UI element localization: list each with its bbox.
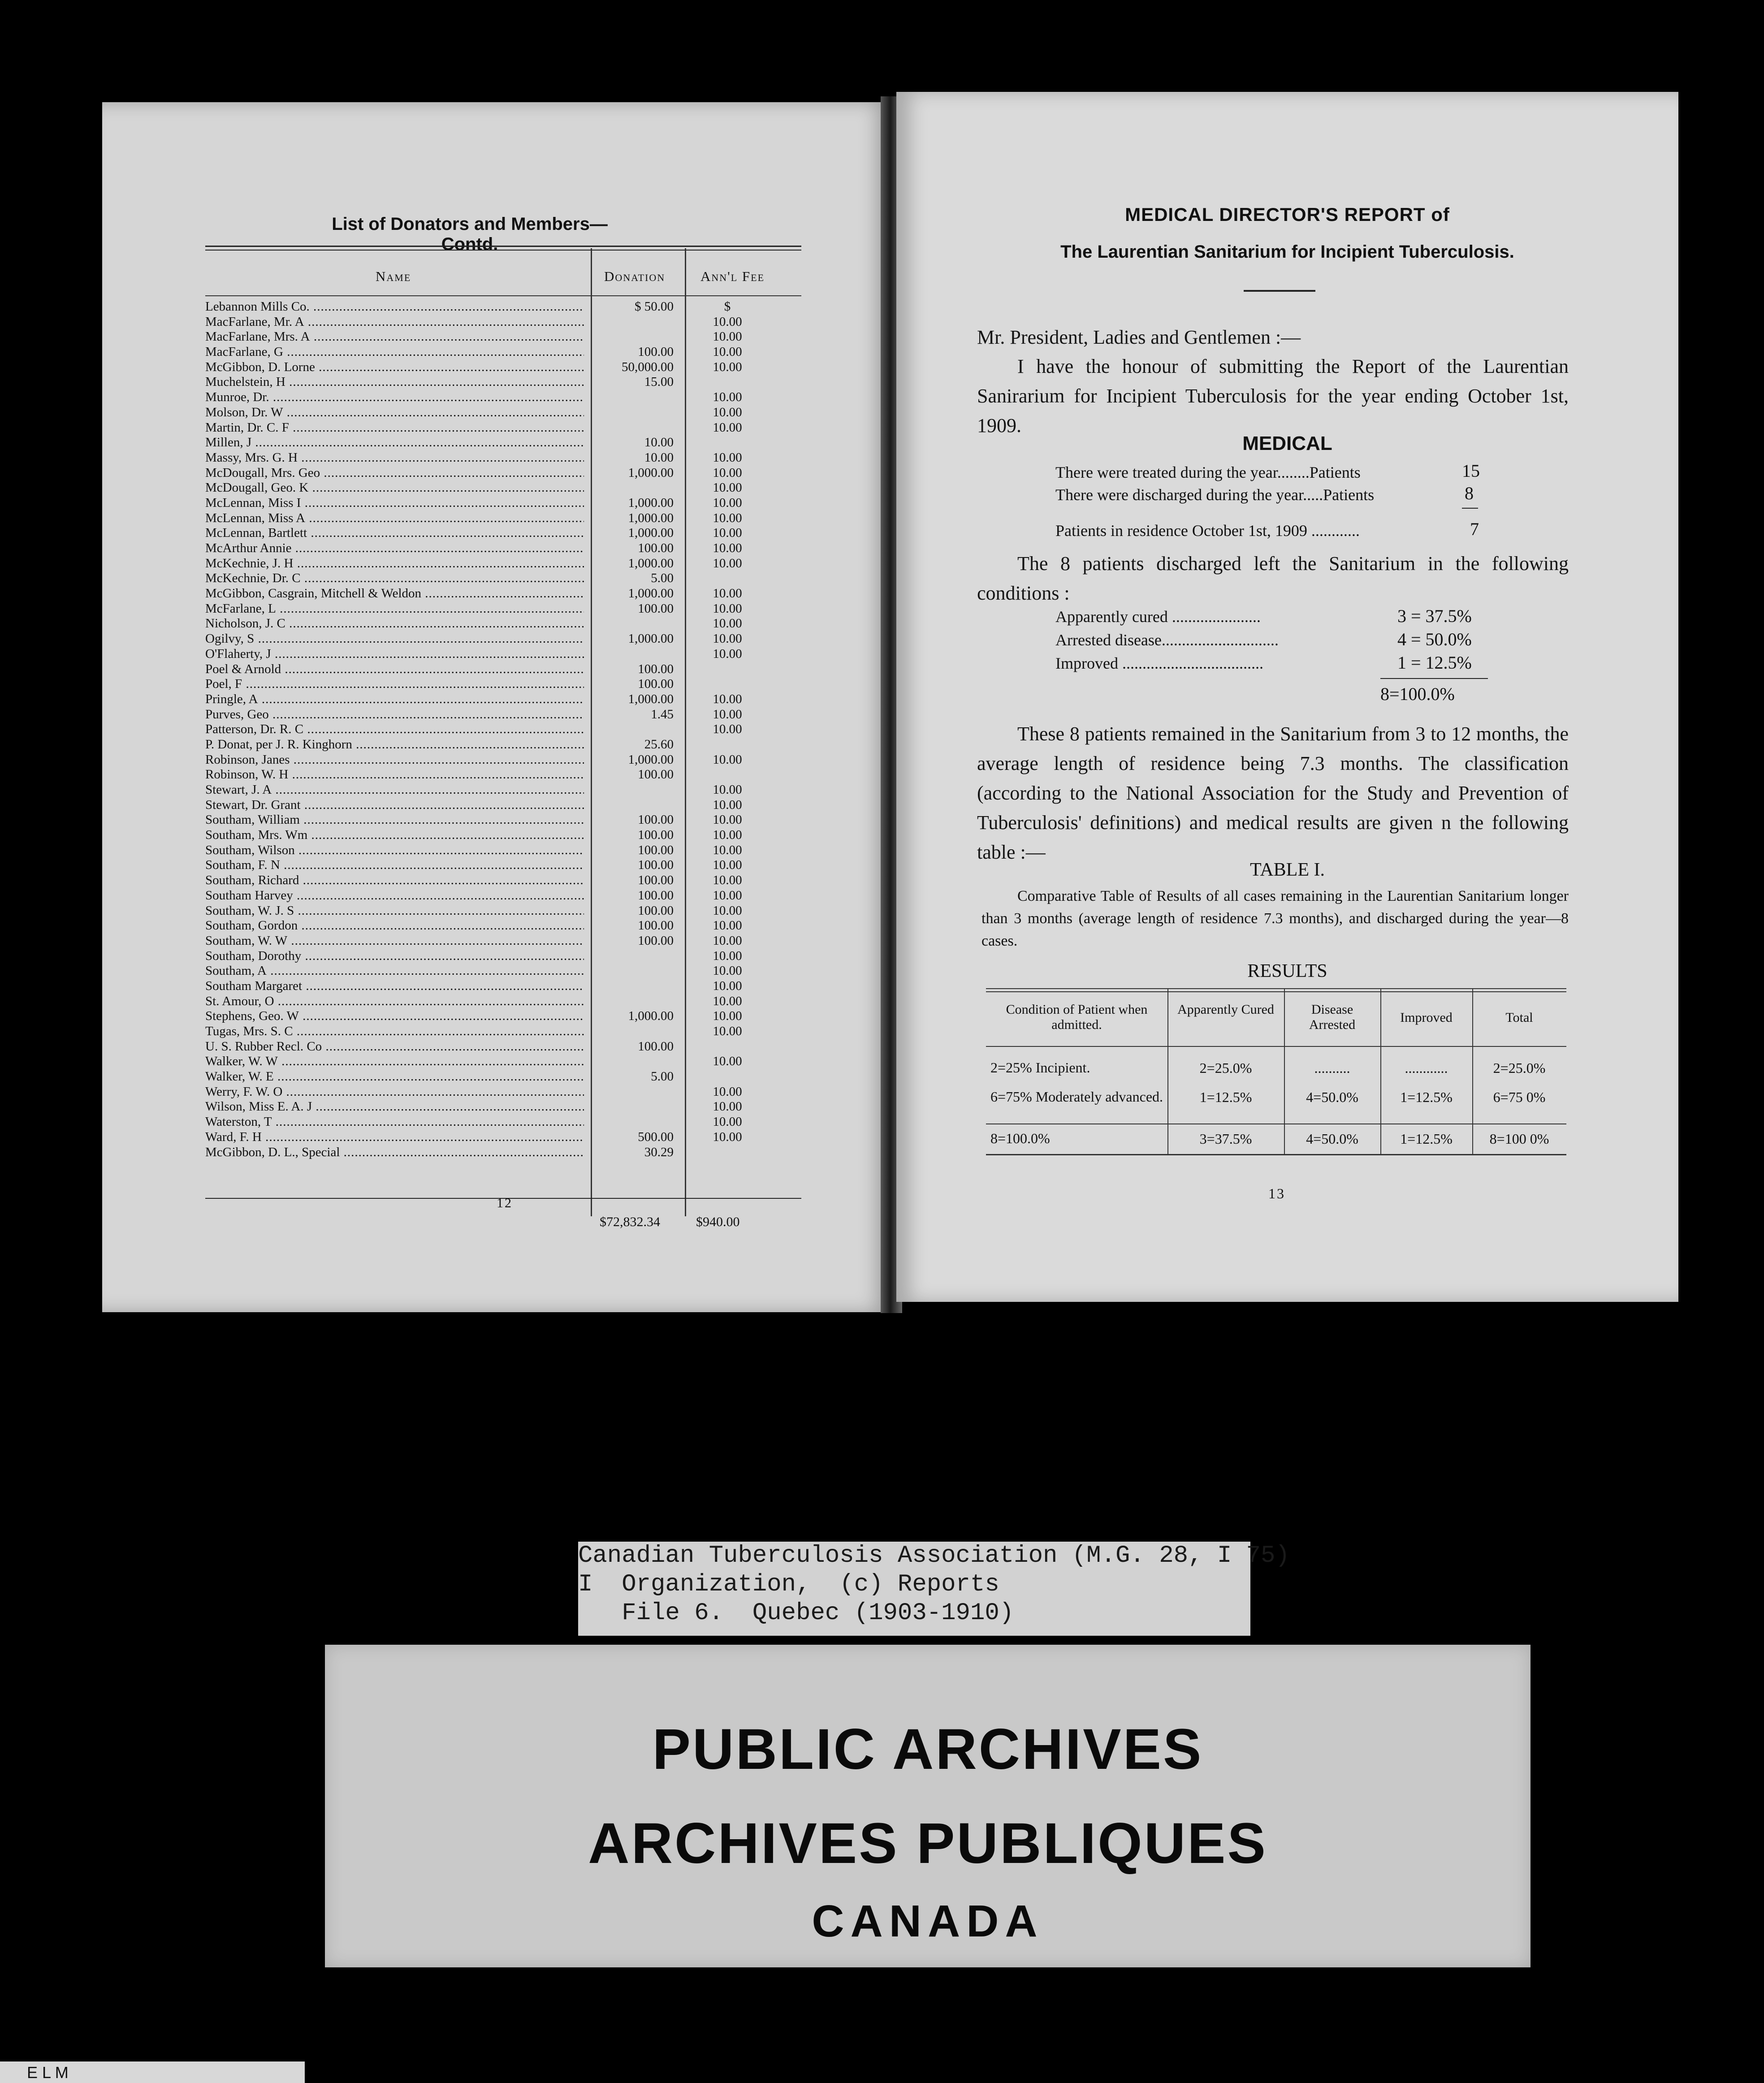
- annual-fee: 10.00: [713, 420, 742, 435]
- results-cell: 2=25% Incipient.: [990, 1059, 1090, 1076]
- donor-name: McGibbon, D. L., Special .....: [205, 1145, 584, 1160]
- table-row: [205, 903, 801, 919]
- donation-column-header: Donation: [604, 268, 666, 284]
- donor-name: Southam, William .....: [205, 812, 584, 828]
- condition-label: Arrested disease.............................: [1055, 631, 1279, 649]
- donation-amount: 100.00: [638, 812, 674, 827]
- results-column-header: Total: [1505, 1010, 1533, 1025]
- annual-fee: 10.00: [713, 888, 742, 903]
- donation-amount: 10.00: [644, 450, 674, 465]
- table-row: [205, 375, 801, 390]
- table-row: [205, 707, 801, 722]
- donor-name: P. Donat, per J. R. Kinghorn .....: [205, 737, 584, 752]
- donor-name: McGibbon, Casgrain, Mitchell & Weldon .....: [205, 586, 584, 601]
- results-column-header: Improved: [1400, 1010, 1453, 1025]
- donation-amount: 5.00: [651, 1069, 674, 1084]
- donation-amount: 30.29: [644, 1145, 674, 1159]
- table-row: [205, 631, 801, 647]
- annual-fee: 10.00: [713, 631, 742, 646]
- donor-name: Purves, Geo .....: [205, 707, 584, 722]
- table-row: [205, 1115, 801, 1130]
- results-cell: 8=100.0%: [990, 1130, 1050, 1146]
- donation-amount: 100.00: [638, 1039, 674, 1054]
- donor-name: McKechnie, J. H .....: [205, 556, 584, 571]
- table-row: [205, 662, 801, 677]
- treated-label: There were treated during the year........Patients: [1055, 463, 1361, 481]
- donation-amount: 1,000.00: [628, 586, 674, 601]
- table-row: [205, 949, 801, 964]
- table-row: [205, 692, 801, 707]
- donation-amount: 100.00: [638, 541, 674, 555]
- annual-fee: 10.00: [713, 1084, 742, 1099]
- annual-fee: 10.00: [713, 812, 742, 827]
- table-row: [205, 994, 801, 1009]
- results-heading: RESULTS: [1247, 961, 1327, 981]
- results-cell: 1=12.5%: [1400, 1089, 1453, 1105]
- discharged-label: There were discharged during the year.....Patients: [1055, 486, 1375, 504]
- annual-fee: 10.00: [713, 314, 742, 329]
- table-row: [205, 601, 801, 617]
- table-row: [205, 345, 801, 360]
- donation-amount: $ 50.00: [635, 299, 674, 314]
- residence-value: 7: [1470, 519, 1479, 539]
- results-cell: 6=75% Moderately advanced.: [990, 1089, 1163, 1105]
- annual-fee: 10.00: [713, 782, 742, 797]
- annual-fee: 10.00: [713, 828, 742, 843]
- table-row: [205, 450, 801, 466]
- table-row: [205, 329, 801, 345]
- annual-fee: 10.00: [713, 707, 742, 722]
- donor-name: Robinson, Janes .....: [205, 752, 584, 768]
- table-row: [205, 1145, 801, 1160]
- results-table-header: [986, 992, 1566, 1047]
- donation-amount: 100.00: [638, 677, 674, 691]
- right-page: [896, 92, 1678, 1302]
- donators-list-title: List of Donators and Members—Contd.: [332, 214, 608, 254]
- table-row: [205, 1024, 801, 1039]
- donor-name: MacFarlane, Mrs. A .....: [205, 329, 584, 345]
- treated-value: 15: [1462, 461, 1480, 481]
- table-row: [205, 541, 801, 556]
- donor-name: Pringle, A .....: [205, 692, 584, 707]
- results-cell: 2=25.0%: [1493, 1060, 1546, 1076]
- table-row: [205, 571, 801, 586]
- donation-amount: 1,000.00: [628, 495, 674, 510]
- table-row: [205, 1009, 801, 1024]
- card-line1: PUBLIC ARCHIVES: [652, 1717, 1203, 1781]
- report-heading: MEDICAL DIRECTOR'S REPORT of: [1125, 204, 1450, 225]
- donation-amount: 100.00: [638, 601, 674, 616]
- archive-label-line2: I Organization, (c) Reports: [578, 1571, 999, 1598]
- donation-amount: 100.00: [638, 933, 674, 948]
- table-row: [205, 496, 801, 511]
- annual-fee: 10.00: [713, 1115, 742, 1129]
- table-row: [205, 843, 801, 858]
- annual-fee: 10.00: [713, 586, 742, 601]
- donation-amount: 25.60: [644, 737, 674, 752]
- results-cell: 6=75 0%: [1493, 1089, 1546, 1105]
- donation-amount: 100.00: [638, 903, 674, 918]
- table-row: [205, 466, 801, 481]
- donation-amount: 1,000.00: [628, 556, 674, 570]
- annual-fee: 10.00: [713, 752, 742, 767]
- table-row: [205, 1099, 801, 1115]
- donor-name: Robinson, W. H .....: [205, 767, 584, 782]
- archive-label: [578, 1542, 1290, 1636]
- annual-fee: 10.00: [713, 1009, 742, 1024]
- donation-amount: 1.45: [651, 707, 674, 722]
- table-row: [205, 677, 801, 692]
- annual-fee: 10.00: [713, 495, 742, 510]
- residence-paragraph: These 8 patients remained in the Sanitarium from 3 to 12 months, the average length of residence being 7.3 months. The classification (according to the National Association for the Study and Prevention of Tuberculosis' definitions) and medical results are given n the following table :—: [977, 723, 1569, 863]
- name-column-header: Name: [376, 268, 411, 284]
- donor-name: Millen, J .....: [205, 435, 584, 450]
- table-row: [205, 798, 801, 813]
- donor-name: Martin, Dr. C. F .....: [205, 420, 584, 436]
- medical-heading: MEDICAL: [1242, 432, 1332, 454]
- annual-fee: 10.00: [713, 903, 742, 918]
- donation-amount: 1,000.00: [628, 691, 674, 706]
- table-row: [205, 1054, 801, 1069]
- table-row: [205, 405, 801, 420]
- annual-fee: 10.00: [713, 1129, 742, 1144]
- table-row: [205, 933, 801, 949]
- table-row: [205, 390, 801, 405]
- donation-amount: 10.00: [644, 435, 674, 450]
- donor-name: Southam, W. W .....: [205, 933, 584, 949]
- table-row: [205, 722, 801, 737]
- annual-fee: $: [724, 299, 731, 314]
- annual-fee: 10.00: [713, 691, 742, 706]
- annual-fee: 10.00: [713, 541, 742, 555]
- residence-line: [1055, 521, 1360, 540]
- donor-name: Southam Margaret .....: [205, 979, 584, 994]
- table-row: [205, 586, 801, 601]
- annual-fee: 10.00: [713, 390, 742, 405]
- report-subheading: The Laurentian Sanitarium for Incipient Tuberculosis.: [1060, 242, 1514, 262]
- donor-name: McLennan, Miss A .....: [205, 511, 584, 526]
- annual-fee: 10.00: [713, 858, 742, 873]
- donor-name: Massy, Mrs. G. H .....: [205, 450, 584, 466]
- table-row: [205, 979, 801, 994]
- bottom-strip-text: E L M: [27, 2063, 69, 2082]
- donation-amount: 100.00: [638, 888, 674, 903]
- table-row: [205, 828, 801, 843]
- donor-name: St. Amour, O .....: [205, 994, 584, 1009]
- table-row: [205, 918, 801, 933]
- donor-name: Wilson, Miss E. A. J .....: [205, 1099, 584, 1115]
- donor-name: Southam, Dorothy .....: [205, 949, 584, 964]
- annual-fee: 10.00: [713, 873, 742, 888]
- donation-amount: 1,000.00: [628, 631, 674, 646]
- table-row: [205, 782, 801, 798]
- table-row: [205, 737, 801, 752]
- donor-name: Southam Harvey .....: [205, 888, 584, 903]
- conditions-rule: [1380, 678, 1488, 679]
- donor-name: Patterson, Dr. R. C .....: [205, 722, 584, 737]
- intro-paragraph: I have the honour of submitting the Report of the Laurentian Sanirarium for Incipient Tuberculosis for the year ending October 1st, 1909.: [977, 355, 1569, 436]
- donor-name: Southam, A .....: [205, 964, 584, 979]
- archive-label-line1: Canadian Tuberculosis Association (M.G. 28, I 75): [578, 1542, 1290, 1569]
- donor-name: U. S. Rubber Recl. Co .....: [205, 1039, 584, 1054]
- annual-fee: 10.00: [713, 964, 742, 978]
- discharged-value: 8: [1465, 483, 1474, 503]
- results-bottom-rule: [986, 1154, 1566, 1155]
- annual-fee: 10.00: [713, 994, 742, 1008]
- annual-fee: 10.00: [713, 797, 742, 812]
- donation-amount: 1,000.00: [628, 752, 674, 767]
- results-column-header: Disease Arrested: [1309, 1002, 1356, 1032]
- table-row: [205, 647, 801, 662]
- condition-value: 1 = 12.5%: [1397, 653, 1472, 673]
- annual-fee: 10.00: [713, 345, 742, 359]
- table-row: [205, 556, 801, 571]
- donor-name: Walker, W. E .....: [205, 1069, 584, 1085]
- table-row: [205, 360, 801, 375]
- results-cell: ............: [1405, 1060, 1448, 1076]
- donation-amount: 1,000.00: [628, 465, 674, 480]
- donation-amount: 100.00: [638, 767, 674, 782]
- donor-name: Lebannon Mills Co. .....: [205, 299, 584, 315]
- annual-fee: 10.00: [713, 465, 742, 480]
- donor-name: Muchelstein, H .....: [205, 375, 584, 390]
- results-cell: 3=37.5%: [1199, 1131, 1252, 1147]
- annual-fee: 10.00: [713, 510, 742, 525]
- donor-name: O'Flaherty, J .....: [205, 647, 584, 662]
- heading-separator: [1244, 290, 1315, 292]
- annual-fee: 10.00: [713, 616, 742, 631]
- archive-label-line3: File 6. Quebec (1903-1910): [578, 1599, 1014, 1627]
- salutation: Mr. President, Ladies and Gentlemen :—: [977, 326, 1301, 348]
- annual-fee: 10.00: [713, 480, 742, 495]
- donor-name: Poel, F .....: [205, 677, 584, 692]
- donor-name: McGibbon, D. Lorne .....: [205, 360, 584, 375]
- table-row: [205, 888, 801, 903]
- donation-amount: 5.00: [651, 571, 674, 586]
- donor-name: Nicholson, J. C .....: [205, 616, 584, 631]
- results-cell: 1=12.5%: [1199, 1089, 1252, 1105]
- annual-fee: 10.00: [713, 646, 742, 661]
- results-cell: ..........: [1314, 1060, 1350, 1076]
- donor-name: McFarlane, L .....: [205, 601, 584, 617]
- page-number: 13: [1268, 1185, 1285, 1201]
- donation-amount: 100.00: [638, 345, 674, 359]
- results-table-top-rule: [986, 988, 1566, 992]
- table-title: TABLE I.: [1250, 860, 1325, 880]
- donation-amount: 50,000.00: [622, 359, 674, 374]
- annual-fee: 10.00: [713, 359, 742, 374]
- annual-fee: 10.00: [713, 405, 742, 419]
- table-row: [205, 435, 801, 450]
- donor-name: Southam, W. J. S .....: [205, 903, 584, 919]
- total-donation: $72,832.34: [600, 1214, 660, 1229]
- annual-fee: 10.00: [713, 1024, 742, 1038]
- table-row: [205, 752, 801, 768]
- bottom-strip: [0, 2061, 305, 2083]
- annual-fee: 10.00: [713, 933, 742, 948]
- annual-fee: 10.00: [713, 918, 742, 933]
- card-line3: CANADA: [812, 1896, 1044, 1946]
- donor-rows: [205, 299, 801, 1160]
- condition-value: 3 = 37.5%: [1397, 606, 1472, 626]
- table-header: [205, 251, 801, 296]
- conditions-total: 8=100.0%: [1380, 684, 1455, 704]
- annual-fee: 10.00: [713, 556, 742, 570]
- donor-name: Southam, Gordon .....: [205, 918, 584, 933]
- table-row: [205, 299, 801, 315]
- results-cell: 8=100 0%: [1489, 1131, 1549, 1147]
- table-row: [205, 511, 801, 526]
- donor-name: MacFarlane, Mr. A .....: [205, 315, 584, 330]
- results-table: [986, 988, 1566, 1147]
- annual-fee: 10.00: [713, 601, 742, 616]
- table-row: [205, 315, 801, 330]
- condition-label: Improved ...................................: [1055, 654, 1263, 672]
- annual-fee: 10.00: [713, 526, 742, 540]
- results-cell: 4=50.0%: [1306, 1131, 1358, 1147]
- donation-amount: 100.00: [638, 918, 674, 933]
- annual-fee: 10.00: [713, 978, 742, 993]
- donation-amount: 100.00: [638, 843, 674, 857]
- residence-label: Patients in residence October 1st, 1909 ............: [1055, 522, 1360, 540]
- donor-name: McLennan, Bartlett .....: [205, 526, 584, 541]
- donor-name: Southam, F. N .....: [205, 858, 584, 873]
- donation-amount: 100.00: [638, 858, 674, 873]
- annual-fee: 10.00: [713, 722, 742, 737]
- donation-amount: 100.00: [638, 661, 674, 676]
- table-row: [205, 1039, 801, 1054]
- donor-name: Ogilvy, S .....: [205, 631, 584, 647]
- left-page: [102, 102, 890, 1312]
- table-caption: Comparative Table of Results of all cases remaining in the Laurentian Sanitarium longer than 3 months (average length of residence 7.3 months), and discharged during the year—8 cases.: [981, 888, 1569, 949]
- donor-name: MacFarlane, G .....: [205, 345, 584, 360]
- annual-fee: 10.00: [713, 843, 742, 857]
- page-number: 12: [497, 1196, 513, 1210]
- annual-fee: 10.00: [713, 1054, 742, 1069]
- total-fee: $940.00: [696, 1214, 740, 1229]
- table-row: [205, 480, 801, 496]
- donor-name: McDougall, Geo. K .....: [205, 480, 584, 496]
- table-row: [205, 812, 801, 828]
- donor-name: Tugas, Mrs. S. C .....: [205, 1024, 584, 1039]
- donor-name: Werry, F. W. O .....: [205, 1085, 584, 1100]
- donor-name: Southam, Wilson .....: [205, 843, 584, 858]
- donor-name: McLennan, Miss I .....: [205, 496, 584, 511]
- table-top-rule: [205, 246, 801, 251]
- donor-name: Walker, W. W .....: [205, 1054, 584, 1069]
- table-row: [205, 767, 801, 782]
- annual-fee: 10.00: [713, 450, 742, 465]
- fee-column-header: Ann'l Fee: [700, 268, 765, 284]
- donation-amount: 100.00: [638, 828, 674, 843]
- donation-amount: 1,000.00: [628, 1009, 674, 1024]
- donation-amount: 1,000.00: [628, 510, 674, 525]
- discharged-line: [1055, 485, 1374, 504]
- results-cell: 1=12.5%: [1400, 1131, 1453, 1147]
- annual-fee: 10.00: [713, 329, 742, 344]
- donor-name: Ward, F. H .....: [205, 1130, 584, 1145]
- donation-amount: 1,000.00: [628, 526, 674, 540]
- donation-amount: 500.00: [638, 1129, 674, 1144]
- table-row: [205, 1085, 801, 1100]
- donor-name: Southam, Richard .....: [205, 873, 584, 888]
- donor-name: Munroe, Dr. .....: [205, 390, 584, 405]
- donor-name: Waterston, T .....: [205, 1115, 584, 1130]
- donor-name: Molson, Dr. W .....: [205, 405, 584, 420]
- table-row: [205, 1130, 801, 1145]
- donor-name: Stewart, J. A .....: [205, 782, 584, 798]
- annual-fee: 10.00: [713, 1099, 742, 1114]
- results-column-header: Apparently Cured: [1177, 1002, 1274, 1017]
- donor-name: McDougall, Mrs. Geo .....: [205, 466, 584, 481]
- condition-label: Apparently cured ......................: [1055, 608, 1261, 626]
- table-row: [205, 964, 801, 979]
- donor-name: Poel & Arnold .....: [205, 662, 584, 677]
- table-row: [205, 616, 801, 631]
- table-row: [205, 526, 801, 541]
- results-cell: 2=25.0%: [1199, 1060, 1252, 1076]
- results-cell: 4=50.0%: [1306, 1089, 1358, 1105]
- conditions-paragraph: The 8 patients discharged left the Sanitarium in the following conditions :: [977, 553, 1569, 604]
- table-row: [205, 1069, 801, 1085]
- donor-name: Stephens, Geo. W .....: [205, 1009, 584, 1024]
- table-row: [205, 873, 801, 888]
- annual-fee: 10.00: [713, 948, 742, 963]
- condition-value: 4 = 50.0%: [1397, 629, 1472, 649]
- table-row: [205, 858, 801, 873]
- donor-name: McArthur Annie .....: [205, 541, 584, 556]
- donation-amount: 15.00: [644, 375, 674, 389]
- treated-line: [1055, 463, 1361, 482]
- donation-amount: 100.00: [638, 873, 674, 888]
- donor-name: McKechnie, Dr. C .....: [205, 571, 584, 586]
- archive-card: [325, 1645, 1531, 1967]
- donor-name: Southam, Mrs. Wm .....: [205, 828, 584, 843]
- donor-name: Stewart, Dr. Grant .....: [205, 798, 584, 813]
- table-row: [205, 420, 801, 436]
- card-line2: ARCHIVES PUBLIQUES: [588, 1811, 1267, 1876]
- results-column-header: Condition of Patient when admitted.: [1006, 1002, 1148, 1032]
- sum-rule: [1462, 508, 1478, 509]
